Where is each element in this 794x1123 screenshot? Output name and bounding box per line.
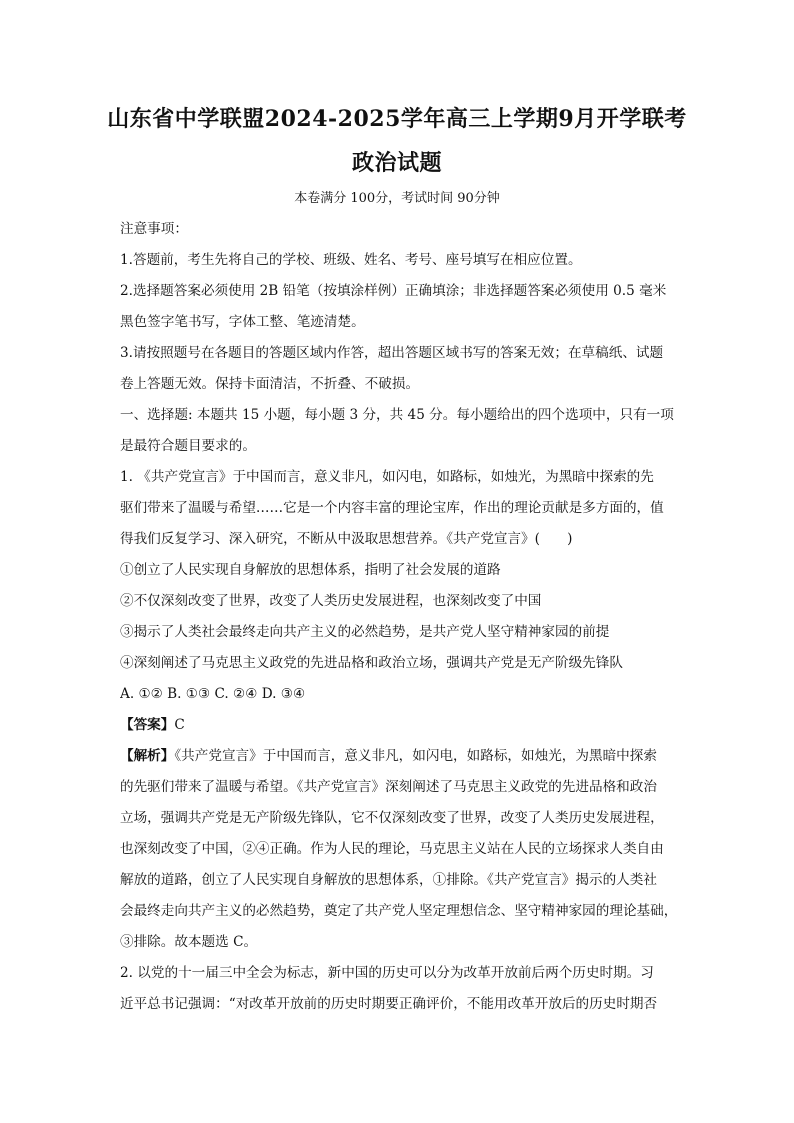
section-heading-line-1: 一、选择题: 本题共 15 小题，每小题 3 分，共 45 分。每小题给出的四个选项中，只有一项: [120, 407, 674, 423]
q1-choices: A. ①② B. ①③ C. ②④ D. ③④: [120, 686, 306, 702]
notice-item-1: 1.答题前，考生先将自己的学校、班级、姓名、考号、座号填写在相应位置。: [120, 252, 582, 268]
exam-info: 本卷满分 100分，考试时间 90分钟: [294, 191, 500, 206]
q1-option-2: ②不仅深刻改变了世界，改变了人类历史发展进程，也深刻改变了中国: [120, 593, 542, 609]
notice-item-2-line-2: 黑色签字笔书写，字体工整、笔迹清楚。: [120, 314, 365, 330]
q1-option-1: ①创立了人民实现自身解放的思想体系，指明了社会发展的道路: [120, 562, 501, 578]
notice-item-3-line-2: 卷上答题无效。保持卡面清洁，不折叠、不破损。: [120, 376, 420, 392]
q1-option-4: ④深刻阐述了马克思主义政党的先进品格和政治立场，强调共产党是无产阶级先锋队: [120, 655, 623, 671]
exam-subject-title: 政治试题: [351, 150, 442, 176]
notice-item-3-line-1: 3.请按照题号在各题目的答题区域内作答，超出答题区域书写的答案无效；在草稿纸、试题: [120, 345, 664, 361]
q1-analysis-line-6: 会最终走向共产主义的必然趋势，奠定了共产党人坚定理想信念、坚守精神家园的理论基础，: [120, 903, 678, 919]
q1-stem-line-1: 1. 《共产党宣言》于中国而言，意义非凡，如闪电，如路标，如烛光，为黑暗中探索的先: [120, 469, 654, 485]
q1-stem-line-3: 得我们反复学习、深入研究，不断从中汲取思想营养。《共产党宣言》( ): [120, 531, 573, 547]
q1-answer: [120, 710, 685, 741]
q2-stem-line-1: 2. 以党的十一届三中全会为标志，新中国的历史可以分为改革开放前后两个历史时期。习: [120, 965, 654, 981]
notice-item-2-line-1: 2.选择题答案必须使用 2B 铅笔（按填涂样例）正确填涂；非选择题答案必须使用 0.5 毫米: [120, 283, 667, 299]
analysis-text: 《共产党宣言》于中国而言，意义非凡，如闪电，如路标，如烛光，为黑暗中探索: [174, 748, 657, 764]
document-body: [120, 214, 685, 1020]
section-heading-line-2: 是最符合题目要求的。: [120, 438, 256, 454]
answer-value: C: [174, 717, 185, 733]
q1-analysis-line-2: 的先驱们带来了温暖与希望。《共产党宣言》深刻阐述了马克思主义政党的先进品格和政治: [120, 779, 657, 795]
exam-title: 山东省中学联盟2024-2025学年高三上学期9月开学联考: [107, 106, 687, 132]
q1-analysis-line-7: ③排除。故本题选 C。: [120, 934, 258, 950]
q1-analysis-line-4: 也深刻改变了中国，②④正确。作为人民的理论，马克思主义站在人民的立场探求人类自由: [120, 841, 664, 857]
q1-analysis-line-3: 立场，强调共产党是无产阶级先锋队，它不仅深刻改变了世界，改变了人类历史发展进程，: [120, 810, 664, 826]
q1-analysis-line-5: 解放的道路，创立了人民实现自身解放的思想体系，①排除。《共产党宣言》揭示的人类社: [120, 872, 657, 888]
q1-analysis-line-1: [120, 741, 685, 772]
answer-label: 【答案】: [120, 717, 175, 733]
q1-option-3: ③揭示了人类社会最终走向共产主义的必然趋势，是共产党人坚守精神家园的前提: [120, 624, 610, 640]
notice-heading: 注意事项：: [120, 221, 188, 237]
q1-stem-line-2: 驱们带来了温暖与希望……它是一个内容丰富的理论宝库，作出的理论贡献是多方面的，值: [120, 500, 664, 516]
analysis-label: 【解析】: [120, 748, 175, 764]
q2-stem-line-2: 近平总书记强调：“对改革开放前的历史时期要正确评价，不能用改革开放后的历史时期否: [120, 996, 658, 1012]
